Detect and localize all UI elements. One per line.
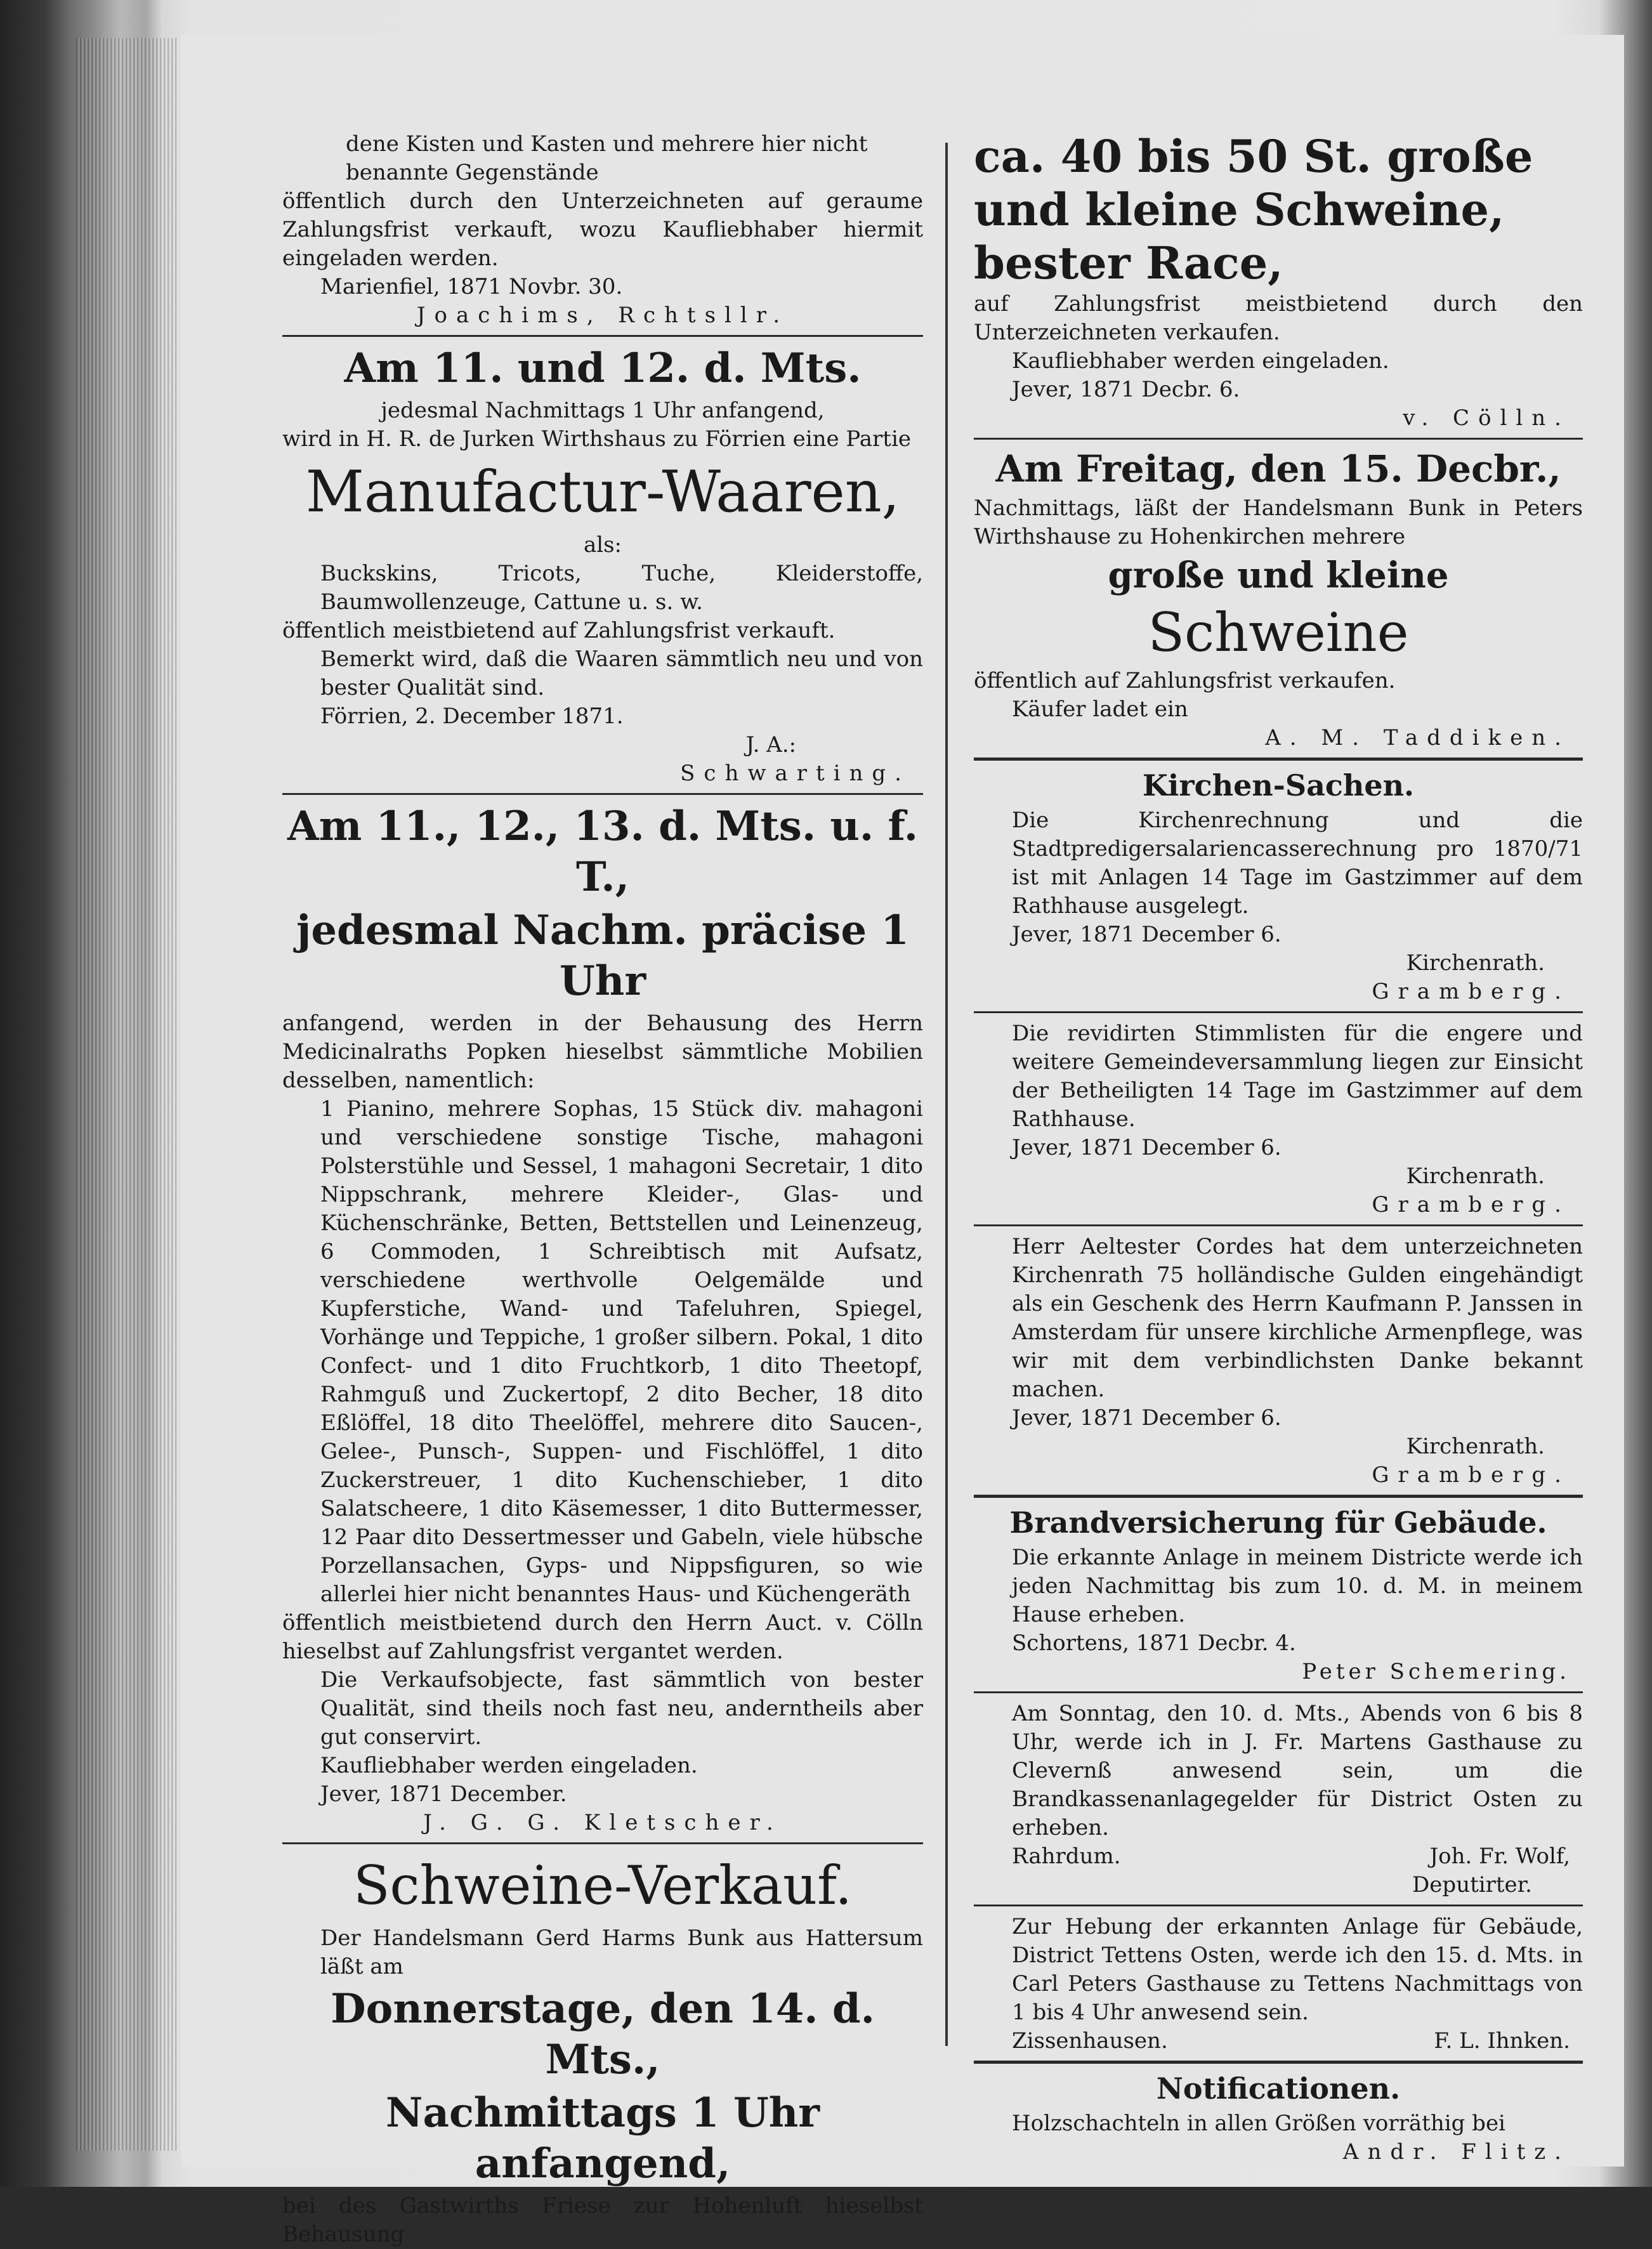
signature: Schwarting. (680, 761, 910, 786)
section-title: Notificationen. (1156, 2071, 1401, 2106)
separator (974, 1224, 1583, 1226)
text-paragraph: Herr Aeltester Cordes hat dem unterzeichneten Kirchenrath 75 holländische Gulden eingehändigt als ein Geschenk des Herrn Kaufmann P. Janssen in Amsterdam für unsere kirchliche Armenpflege, was wir mit dem verbindlichsten Danke bekannt machen. (1012, 1234, 1583, 1402)
ad-heading: Am Freitag, den 15. Decbr., (995, 447, 1561, 490)
ad-manufactur-waaren (282, 343, 923, 788)
ad-schweine-coelln (974, 130, 1583, 433)
organization: Kirchenrath. (1406, 1434, 1545, 1459)
signature-prefix: J. A.: (745, 732, 796, 757)
ad-brandversicherung (974, 1504, 1583, 1686)
ad-kirchen-sachen (974, 767, 1583, 1006)
text-paragraph: Die revidirten Stimmlisten für die engere und weitere Gemeindeversammlung liegen zur Einsicht der Betheiligten 14 Tage im Gastzimmer auf dem Rathhause. (1012, 1021, 1583, 1132)
newspaper-page (181, 35, 1624, 2247)
text-paragraph: wird in H. R. de Jurken Wirthshaus zu Förrien eine Partie (282, 426, 911, 452)
ad-heading: Nachmittags 1 Uhr anfangend, (385, 2089, 820, 2187)
ad-schweine-verkauf (282, 1851, 923, 2249)
text-line: dene Kisten und Kasten und mehrere hier nicht (346, 131, 868, 157)
ad-tettens-osten (974, 1913, 1583, 2056)
text-line: Kaufliebhaber werden eingeladen. (1012, 348, 1389, 374)
signature: A. M. Taddiken. (1265, 725, 1570, 751)
ad-heading: ca. 40 bis 50 St. große und kleine Schweine, bester Race, (974, 130, 1533, 289)
signature: v. Cölln. (1403, 405, 1570, 431)
signature: F. L. Ihnken. (1434, 2028, 1570, 2054)
book-page-edges (76, 38, 178, 2151)
separator (282, 793, 923, 795)
separator (974, 1905, 1583, 1906)
ad-mobilien-auction (282, 801, 923, 1837)
ad-title: Manufactur-Waaren, (305, 459, 900, 525)
place: Rahrdum. (1012, 1844, 1121, 1869)
place-date: Jever, 1871 December 6. (1012, 922, 1282, 947)
signature: Gramberg. (1372, 1192, 1570, 1217)
separator (282, 335, 923, 337)
text-line: Käufer ladet ein (1012, 697, 1188, 722)
text-paragraph: Die Verkaufsobjecte, fast sämmtlich von bester Qualität, sind theils noch fast neu, anderntheils aber gut conservirt. (320, 1667, 923, 1750)
signature-row (974, 2027, 1583, 2056)
signature: Gramberg. (1372, 979, 1570, 1004)
text-line: öffentlich auf Zahlungsfrist verkaufen. (974, 668, 1396, 693)
text-line: Holzschachteln in allen Größen vorräthig bei (1012, 2111, 1505, 2136)
ad-heading: Donnerstage, den 14. d. Mts., (331, 1985, 875, 2083)
ad-heading: Am 11., 12., 13. d. Mts. u. f. T., (287, 803, 919, 901)
item-list: Buckskins, Tricots, Tuche, Kleiderstoffe, Baumwollenzeuge, Cattune u. s. w. (320, 561, 923, 615)
separator (974, 1691, 1583, 1693)
place: Zissenhausen. (1012, 2028, 1168, 2054)
text-paragraph: anfangend, werden in der Behausung des Herrn Medicinalraths Popken hieselbst sämmtliche Mobilien desselben, namentlich: (282, 1011, 923, 1093)
text-paragraph: Die erkannte Anlage in meinem Districte werde ich jeden Nachmittag bis zum 10. d. M. in meinem Hause erheben. (1012, 1545, 1583, 1627)
organization: Kirchenrath. (1406, 1164, 1545, 1189)
ad-auction-marienfiel (282, 130, 923, 330)
signature: Andr. Flitz. (1342, 2139, 1570, 2165)
text-paragraph: Nachmittags, läßt der Handelsmann Bunk in Peters Wirthshause zu Hohenkirchen mehrere (974, 495, 1583, 549)
separator (974, 1011, 1583, 1013)
ad-schweine-hohenkirchen (974, 446, 1583, 752)
text-line: Kaufliebhaber werden eingeladen. (320, 1753, 698, 1778)
separator (974, 757, 1583, 761)
item-list: 1 Pianino, mehrere Sophas, 15 Stück div. mahagoni und verschiedene sonstige Tische, mahagoni Polsterstühle und Sessel, 1 mahagoni Secretair, 1 dito Nippschrank, mehrere Kleider-, Glas- und Küchenschränke, Betten, Bettstellen und Leinenzeug, 6 Commoden, 1 Schreibtisch mit Aufsatz, verschiedene werthvolle Oelgemälde und Kupferstiche, Wand- und Tafeluhren, Spiegel, Vorhänge und Teppiche, 1 großer silbern. Pokal, 1 dito Confect- und 1 dito Fruchtkorb, 1 dito Theetopf, Rahmguß und Zuckertopf, 2 dito Becher, 18 dito Eßlöffel, 18 dito Theelöffel, mehrere dito Saucen-, Gelee-, Punsch-, Suppen- und Fischlöffel, 1 dito Zuckerstreuer, 1 dito Kuchenschieber, 1 dito Salatscheere, 1 dito Käsemesser, 1 dito Buttermesser, 12 Paar dito Dessertmesser und Gabeln, viele hübsche Porzellansachen, Gyps- und Nippsfiguren, so wie allerlei hier nicht benanntes Haus- und Küchengeräth (320, 1096, 923, 1607)
text-paragraph: öffentlich durch den Unterzeichneten auf geraume Zahlungsfrist verkauft, wozu Kaufliebhaber hiermit eingeladen werden. (282, 188, 923, 271)
text-paragraph: Bemerkt wird, daß die Waaren sämmtlich neu und von bester Qualität sind. (320, 646, 923, 700)
text-paragraph: Der Handelsmann Gerd Harms Bunk aus Hattersum läßt am (320, 1925, 923, 1979)
signature: J. G. G. Kletscher. (423, 1810, 782, 1835)
section-title: Kirchen-Sachen. (1142, 768, 1415, 803)
place-date: Jever, 1871 December. (320, 1781, 567, 1807)
place-date: Jever, 1871 December 6. (1012, 1135, 1282, 1160)
text-paragraph: öffentlich meistbietend auf Zahlungsfrist verkauft. (282, 618, 836, 643)
ad-title: Schweine-Verkauf. (353, 1854, 852, 1917)
place-date: Förrien, 2. December 1871. (320, 704, 624, 729)
separator (974, 438, 1583, 440)
place-date: Jever, 1871 Decbr. 6. (1012, 377, 1240, 402)
signature: Joachims, Rchtsllr. (416, 303, 789, 328)
right-column (974, 130, 1583, 2167)
place-date: Schortens, 1871 Decbr. 4. (1012, 1630, 1296, 1656)
signature: Joh. Fr. Wolf, (1429, 1844, 1570, 1869)
ad-notificationen (974, 2070, 1583, 2167)
text-paragraph: Zur Hebung der erkannten Anlage für Gebäude, District Tettens Osten, werde ich den 15. d. Mts. in Carl Peters Gasthause zu Tettens Nachmittags von 1 bis 4 Uhr anwesend sein. (1012, 1914, 1583, 2025)
separator (282, 1842, 923, 1844)
left-column (282, 130, 923, 2249)
text-paragraph: öffentlich meistbietend durch den Herrn Auct. v. Cölln hieselbst auf Zahlungsfrist vergantet werden. (282, 1610, 923, 1664)
role: Deputirter. (1412, 1872, 1532, 1898)
signature: Peter Schemering. (1302, 1659, 1570, 1684)
text-paragraph: auf Zahlungsfrist meistbietend durch den Unterzeichneten verkaufen. (974, 291, 1583, 345)
text-paragraph: Die Kirchenrechnung und die Stadtpredigersalariencasserechnung pro 1870/71 ist mit Anlagen 14 Tage im Gastzimmer auf dem Rathhause ausgelegt. (1012, 808, 1583, 919)
signature: Gramberg. (1372, 1462, 1570, 1488)
ad-heading: jedesmal Nachm. präcise 1 Uhr (296, 907, 909, 1005)
place-date: Marienfiel, 1871 Novbr. 30. (320, 274, 623, 299)
text-line: benannte Gegenstände (346, 160, 599, 185)
organization: Kirchenrath. (1406, 950, 1545, 976)
ad-armenpflege (974, 1233, 1583, 1490)
text-paragraph: bei des Gastwirths Friese zur Hohenluft hieselbst Behausung (282, 2193, 923, 2247)
ad-brandkasse-osten (974, 1700, 1583, 1899)
ad-title: große und kleine (1108, 554, 1449, 596)
text-paragraph: Am Sonntag, den 10. d. Mts., Abends von 6 bis 8 Uhr, werde ich in J. Fr. Martens Gasthause zu Clevernß anwesend sein, um die Brandkassenanlagegelder für District Osten zu erheben. (1012, 1701, 1583, 1840)
ad-title: Schweine (1148, 601, 1409, 664)
ad-heading: Am 11. und 12. d. Mts. (344, 344, 862, 392)
text-line: als: (583, 532, 622, 558)
place-date: Jever, 1871 December 6. (1012, 1405, 1282, 1431)
separator (974, 1495, 1583, 1498)
separator (974, 2061, 1583, 2064)
section-title: Brandversicherung für Gebäude. (1009, 1505, 1547, 1540)
column-divider (945, 143, 948, 2046)
text-line: jedesmal Nachmittags 1 Uhr anfangend, (381, 398, 825, 423)
ad-stimmlisten (974, 1020, 1583, 1219)
signature-row (974, 1842, 1583, 1871)
